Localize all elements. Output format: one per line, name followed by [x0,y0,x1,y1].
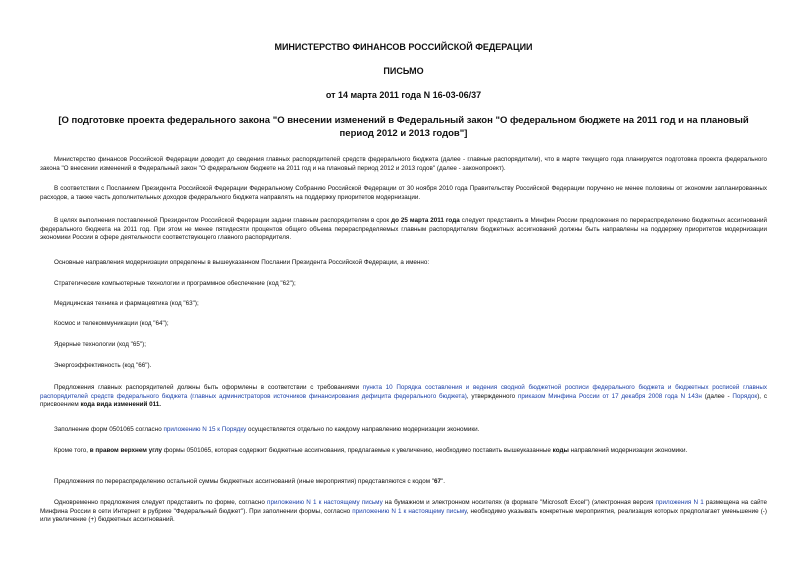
list-item: Космос и телекоммуникации (код "64"); [54,320,169,327]
list-item: Энергоэффективность (код "66"). [54,362,152,369]
paragraph-deadline [40,217,767,243]
paragraph-submission-text-d: , необходимо указывать конкретные мероприятия, реализация которых предполагает уменьшение (-) или увеличение (+) бюджетных ассигнований. [40,507,767,524]
paragraph-directions: Основные направления модернизации определены в вышеуказанном Послании Президента Российской Федерации, а именно: [54,259,430,266]
paragraph-forms-text-a: Заполнение форм 0501065 согласно [54,426,164,433]
minfin-order-link[interactable]: приказом Минфина России от 17 декабря 2008 года N 143н [518,392,702,400]
document-type-heading: ПИСЬМО [383,66,424,76]
paragraph-codes [40,447,767,456]
paragraph-other-code-text-a: Предложения по перераспределению остальной суммы бюджетных ассигнований (иные мероприятия) представляются с кодом " [54,478,435,485]
paragraph-codes-text-a: Кроме того, [54,447,90,454]
paragraph-other-code [40,478,767,487]
document-title: [О подготовке проекта федерального закона "О внесении изменений в Федеральный закон "О федеральном бюджете на 2011 год и на плановый период 2012 и 2013 годов"] [58,115,749,139]
paragraph-deadline-text-b: следует представить в Минфин России предложения по перераспределению бюджетных ассигнований федерального бюджета на 2011 год. При этом не менее пятидесяти процентов общего объема перераспределяемых главным распорядителям бюджетных ассигнований должны быть направлены на поддержку приоритетов модернизации экономики России в сфере деятельности соответствующего главного распорядителя. [40,217,768,242]
appendix-1-link[interactable]: приложению N 1 к настоящему письму [267,499,383,506]
paragraph-other-code-text-b: ". [441,478,446,485]
change-type-code: кода вида изменений 011. [80,401,162,409]
appendix-1-form-link[interactable]: приложению N 1 к настоящему письму [352,507,467,515]
paragraph-president-message: В соответствии с Посланием Президента Российской Федерации Федеральному Собранию Российской Федерации от 30 ноября 2010 года Правительству Российской Федерации поручено не менее половины от экономии запланированных расходов, а также часть дополнительных доходов федерального бюджета направлять на поддержку приоритетов модернизации. [40,185,767,201]
paragraph-submission-text-b: на бумажном и электронном носителях (в формате "Microsoft Excel") (электронная версия [382,499,656,506]
paragraph-codes-text-c: направлений модернизации экономики. [568,447,688,454]
appendix-15-link[interactable]: приложению N 15 к Порядку [163,426,247,433]
order-short-link[interactable]: Порядок [732,392,758,400]
paragraph-requirements-text-b: , утвержденного [466,392,518,400]
paragraph-requirements-text-a: Предложения главных распорядителей должны быть оформлены в соответствии с требованиями [54,384,363,391]
date-number-heading: от 14 марта 2011 года N 16-03-06/37 [325,90,482,100]
appendix-1-short-link[interactable]: приложения N 1 [655,499,704,506]
order-point-10-link[interactable]: пункта 10 Порядка составления и ведения сводной бюджетной росписи федерального бюджета и бюджетных росписей главных распорядителей средств федерального бюджета (главных администраторов источников финансирования дефицита федерального бюджета) [40,384,767,400]
paragraph-forms-text-b: осуществляется отдельно по каждому направлению модернизации экономики. [246,426,480,433]
paragraph-submission [40,499,767,525]
list-item: Стратегические компьютерные технологии и программное обеспечение (код "62"); [54,280,296,287]
paragraph-codes-text-b: формы 0501065, которая содержит бюджетные ассигнования, предлагаемые к увеличению, необходимо поставить вышеуказанные [162,447,553,454]
paragraph-requirements [40,384,767,410]
paragraph-forms [40,426,767,435]
other-measures-code: 67 [434,478,442,485]
paragraph-submission-text-c: размещена на сайте Минфина России в сети Интернет в рубрике "Федеральный бюджет"). При заполнении формы, согласно [40,499,767,515]
list-item: Медицинская техника и фармацевтика (код "63"); [54,300,199,307]
paragraph-submission-text-a: Одновременно предложения следует представить по форме, согласно [54,499,268,506]
paragraph-intro: Министерство финансов Российской Федерации доводит до сведения главных распорядителей средств федерального бюджета (далее - главные распорядители), что в марте текущего года планируется подготовка проекта федерального закона "О внесении изменений в Федеральный закон "О федеральном бюджете на 2011 год и на плановый период 2012 и 2013 годов" (далее - законопроект). [40,156,767,172]
paragraph-requirements-text-d: ), с присвоением [40,392,767,409]
paragraph-deadline-text-a: В целях выполнения поставленной Президентом Российской Федерации задачи главным распорядителям в срок [54,217,392,224]
paragraph-codes-bold-a: в правом верхнем углу [89,447,163,454]
paragraph-requirements-text-c: (далее - [701,392,733,400]
paragraph-codes-bold-b: коды [552,447,569,454]
ministry-heading: МИНИСТЕРСТВО ФИНАНСОВ РОССИЙСКОЙ ФЕДЕРАЦИИ [274,42,533,52]
deadline-date: до 25 марта 2011 года [391,217,460,224]
list-item: Ядерные технологии (код "65"); [54,341,147,348]
